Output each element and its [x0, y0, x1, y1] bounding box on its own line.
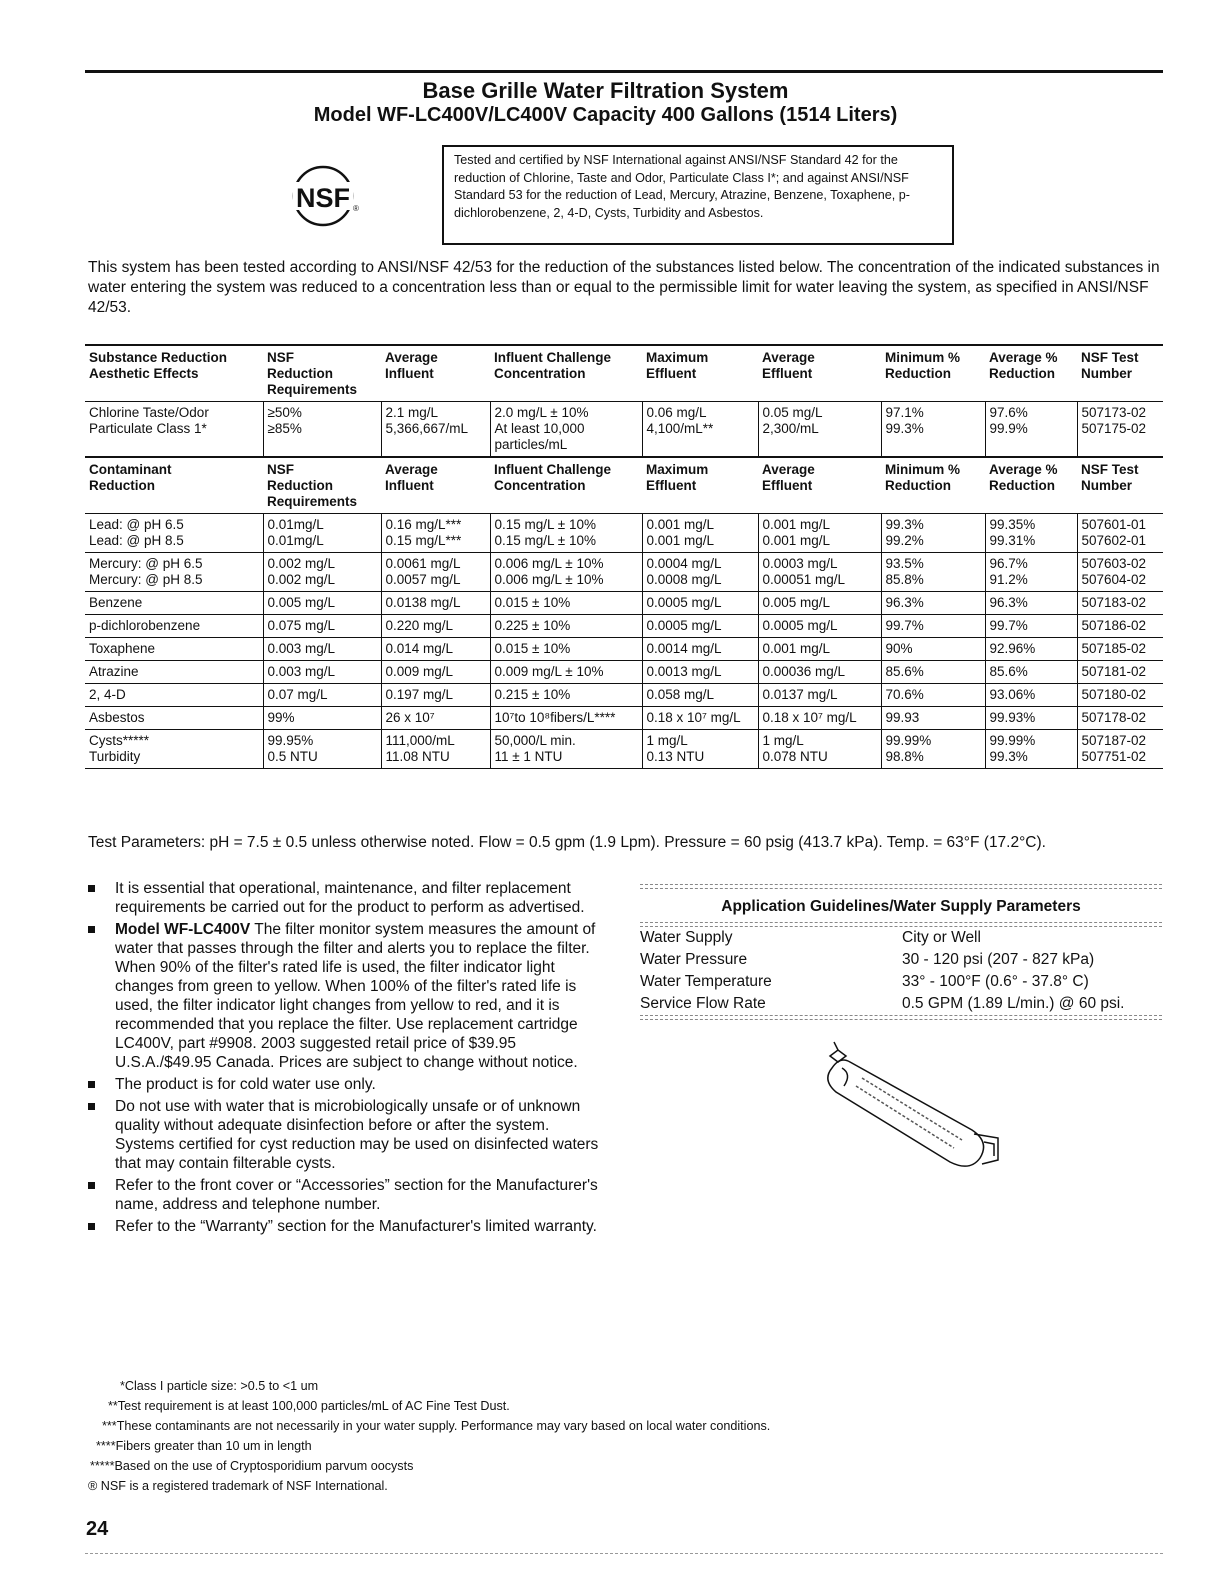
footnote: **Test requirement is at least 100,000 particles/mL of AC Fine Test Dust.: [108, 1399, 510, 1413]
table-cell: 96.7% 91.2%: [985, 553, 1077, 592]
bullet-square-icon: [88, 1103, 95, 1110]
table-cell: p-dichlorobenzene: [85, 615, 263, 638]
table-cell: 507187-02 507751-02: [1077, 730, 1163, 769]
list-item: [88, 1075, 608, 1094]
table-cell: 85.6%: [985, 661, 1077, 684]
table-cell: 0.002 mg/L 0.002 mg/L: [263, 553, 381, 592]
table-cell: 0.0138 mg/L: [381, 592, 490, 615]
page-number: 24: [86, 1518, 109, 1540]
list-item: [88, 1097, 608, 1173]
table-cell: NSF Reduction Requirements: [263, 457, 381, 514]
nsf-logo-text: NSF: [296, 183, 350, 213]
table-cell: 0.005 mg/L: [758, 592, 881, 615]
footnote: ****Fibers greater than 10 um in length: [96, 1439, 312, 1453]
guideline-row: [640, 971, 1162, 993]
table-cell: 99.99% 98.8%: [881, 730, 985, 769]
table-cell: NSF Test Number: [1077, 457, 1163, 514]
table-cell: 0.05 mg/L 2,300/mL: [758, 402, 881, 458]
guideline-value: 30 - 120 psi (207 - 827 kPa): [902, 951, 1095, 968]
guideline-row: [640, 993, 1162, 1015]
table-cell: 96.3%: [985, 592, 1077, 615]
table-cell: 10⁷to 10⁸fibers/L****: [490, 707, 642, 730]
table-cell: 0.15 mg/L ± 10% 0.15 mg/L ± 10%: [490, 514, 642, 553]
test-parameters: Test Parameters: pH = 7.5 ± 0.5 unless otherwise noted. Flow = 0.5 gpm (1.9 Lpm). Pressure = 60 psig (413.7 kPa). Temp. = 63°F (17.2°C).: [88, 834, 1046, 851]
table-cell: 0.16 mg/L*** 0.15 mg/L***: [381, 514, 490, 553]
table-cell: 0.0137 mg/L: [758, 684, 881, 707]
table-cell: 99.7%: [985, 615, 1077, 638]
table-cell: Average Influent: [381, 345, 490, 402]
table-cell: 50,000/L min. 11 ± 1 NTU: [490, 730, 642, 769]
table-cell: Benzene: [85, 592, 263, 615]
table-cell: 1 mg/L 0.078 NTU: [758, 730, 881, 769]
guideline-value: 0.5 GPM (1.89 L/min.) @ 60 psi.: [902, 995, 1125, 1012]
bullet-bold-lead: Model WF-LC400V: [115, 921, 251, 938]
table-cell: Contaminant Reduction: [85, 457, 263, 514]
table-cell: 0.225 ± 10%: [490, 615, 642, 638]
table-cell: 507186-02: [1077, 615, 1163, 638]
table-cell: 0.07 mg/L: [263, 684, 381, 707]
bullet-text: Refer to the “Warranty” section for the Manufacturer's limited warranty.: [115, 1218, 597, 1235]
table-cell: Chlorine Taste/Odor Particulate Class 1*: [85, 402, 263, 458]
table-cell: Toxaphene: [85, 638, 263, 661]
table-cell: 0.003 mg/L: [263, 638, 381, 661]
table-cell: 99.99% 99.3%: [985, 730, 1077, 769]
table-cell: 99.35% 99.31%: [985, 514, 1077, 553]
table-cell: 0.058 mg/L: [642, 684, 758, 707]
footnote: *Class I particle size: >0.5 to <1 um: [120, 1379, 319, 1393]
bullet-text: The filter monitor system measures the amount of water that passes through the filter and alerts you to replace the filter. When 90% of the filter's rated life is used, the filter indicator light changes from green to yellow. When 100% of the filter's rated life is used, the filter indicator light changes from yellow to red, and it is recommended that you replace the filter. Use replacement cartridge LC400V, part #9908. 2003 suggested retail price of $39.95 U.S.A./$49.95 Canada. Prices are subject to change without notice.: [115, 921, 596, 1071]
table-cell: 0.0005 mg/L: [642, 615, 758, 638]
table-cell: 507178-02: [1077, 707, 1163, 730]
table-cell: 97.6% 99.9%: [985, 402, 1077, 458]
table-cell: 99.93%: [985, 707, 1077, 730]
table-cell: Mercury: @ pH 6.5 Mercury: @ pH 8.5: [85, 553, 263, 592]
table-cell: 0.01mg/L 0.01mg/L: [263, 514, 381, 553]
table-cell: 92.96%: [985, 638, 1077, 661]
guideline-label: Water Supply: [640, 929, 733, 946]
footnotes: [88, 1376, 1088, 1496]
application-guidelines-title: Application Guidelines/Water Supply Parameters: [721, 898, 1081, 915]
top-rule: [85, 70, 1163, 73]
table-cell: 0.00036 mg/L: [758, 661, 881, 684]
guideline-label: Water Temperature: [640, 973, 772, 990]
table-cell: Lead: @ pH 6.5 Lead: @ pH 8.5: [85, 514, 263, 553]
table-row: [85, 553, 1163, 592]
table-cell: Influent Challenge Concentration: [490, 457, 642, 514]
guideline-label: Service Flow Rate: [640, 995, 766, 1012]
table-row: [85, 514, 1163, 553]
table-cell: Average % Reduction: [985, 345, 1077, 402]
guideline-value: City or Well: [902, 929, 981, 946]
table-cell: ≥50% ≥85%: [263, 402, 381, 458]
page-title: Base Grille Water Filtration System: [422, 78, 789, 103]
table-cell: 0.0061 mg/L 0.0057 mg/L: [381, 553, 490, 592]
list-item: [88, 1176, 608, 1214]
bottom-rule: [85, 1553, 1163, 1556]
table-cell: 97.1% 99.3%: [881, 402, 985, 458]
table-cell: Influent Challenge Concentration: [490, 345, 642, 402]
guideline-row: [640, 927, 1162, 949]
table-cell: 99%: [263, 707, 381, 730]
table-cell: 0.075 mg/L: [263, 615, 381, 638]
table-cell: 507173-02 507175-02: [1077, 402, 1163, 458]
dashed-rule: [640, 884, 1162, 889]
table-cell: Average % Reduction: [985, 457, 1077, 514]
table-cell: Asbestos: [85, 707, 263, 730]
table-cell: 0.009 mg/L ± 10%: [490, 661, 642, 684]
table-cell: Average Effluent: [758, 457, 881, 514]
footnote: *****Based on the use of Cryptosporidium parvum oocysts: [90, 1459, 414, 1473]
table-cell: 0.003 mg/L: [263, 661, 381, 684]
filter-cartridge-icon: [822, 1030, 1022, 1170]
guideline-value: 33° - 100°F (0.6° - 37.8° C): [902, 973, 1089, 990]
table-cell: Atrazine: [85, 661, 263, 684]
bullet-square-icon: [88, 1182, 95, 1189]
table-row: [85, 661, 1163, 684]
guideline-label: Water Pressure: [640, 951, 748, 968]
table-cell: 0.001 mg/L 0.001 mg/L: [642, 514, 758, 553]
table-cell: Average Effluent: [758, 345, 881, 402]
guideline-row: [640, 949, 1162, 971]
nsf-logo-icon: [283, 165, 367, 227]
table-cell: 99.3% 99.2%: [881, 514, 985, 553]
table-cell: 2.1 mg/L 5,366,667/mL: [381, 402, 490, 458]
bullet-text: Refer to the front cover or “Accessories” section for the Manufacturer's name, address and telephone number.: [115, 1177, 598, 1213]
table-cell: 0.006 mg/L ± 10% 0.006 mg/L ± 10%: [490, 553, 642, 592]
page-subtitle: Model WF-LC400V/LC400V Capacity 400 Gallons (1514 Liters): [313, 104, 898, 126]
table-row: [85, 707, 1163, 730]
table-cell: 1 mg/L 0.13 NTU: [642, 730, 758, 769]
list-item: [88, 1217, 608, 1236]
table-cell: 0.005 mg/L: [263, 592, 381, 615]
table-cell: 0.009 mg/L: [381, 661, 490, 684]
table-cell: 507183-02: [1077, 592, 1163, 615]
table-cell: Maximum Effluent: [642, 457, 758, 514]
table-cell: 0.015 ± 10%: [490, 638, 642, 661]
table-cell: 111,000/mL 11.08 NTU: [381, 730, 490, 769]
certification-box: Tested and certified by NSF International against ANSI/NSF Standard 42 for the reduction of Chlorine, Taste and Odor, Particulate Class I*; and against ANSI/NSF Standard 53 for the reduction of Lead, Mercury, Atrazine, Benzene, Toxaphene, p-dichlorobenzene, 2, 4-D, Cysts, Turbidity and Asbestos.: [442, 145, 954, 245]
table-cell: 99.7%: [881, 615, 985, 638]
bullet-square-icon: [88, 1223, 95, 1230]
table-cell: 99.93: [881, 707, 985, 730]
table-cell: 0.18 x 10⁷ mg/L: [758, 707, 881, 730]
table-cell: 0.014 mg/L: [381, 638, 490, 661]
registered-mark: ®: [353, 204, 359, 213]
reduction-table: [85, 344, 1163, 769]
intro-paragraph: This system has been tested according to ANSI/NSF 42/53 for the reduction of the substances listed below. The concentration of the indicated substances in water entering the system was reduced to a concentration less than or equal to the permissible limit for water leaving the system, as specified in ANSI/NSF 42/53.: [88, 259, 1160, 316]
bullet-square-icon: [88, 926, 95, 933]
bullet-text: The product is for cold water use only.: [115, 1076, 376, 1093]
table-cell: Average Influent: [381, 457, 490, 514]
table-header-row: [85, 457, 1163, 514]
table-cell: 0.0005 mg/L: [642, 592, 758, 615]
table-row: [85, 638, 1163, 661]
table-cell: 85.6%: [881, 661, 985, 684]
table-header-row: [85, 345, 1163, 402]
table-cell: 0.18 x 10⁷ mg/L: [642, 707, 758, 730]
table-cell: 0.001 mg/L: [758, 638, 881, 661]
table-cell: 507181-02: [1077, 661, 1163, 684]
table-cell: 0.001 mg/L 0.001 mg/L: [758, 514, 881, 553]
table-row: [85, 615, 1163, 638]
bullet-text: It is essential that operational, maintenance, and filter replacement requirements be carried out for the product to perform as advertised.: [115, 880, 585, 916]
table-cell: 26 x 10⁷: [381, 707, 490, 730]
table-cell: 0.197 mg/L: [381, 684, 490, 707]
table-cell: NSF Test Number: [1077, 345, 1163, 402]
table-cell: 507603-02 507604-02: [1077, 553, 1163, 592]
table-cell: Cysts***** Turbidity: [85, 730, 263, 769]
table-cell: 0.0014 mg/L: [642, 638, 758, 661]
table-cell: 2, 4-D: [85, 684, 263, 707]
bullet-square-icon: [88, 1081, 95, 1088]
table-cell: 2.0 mg/L ± 10% At least 10,000 particles/mL: [490, 402, 642, 458]
table-cell: 0.220 mg/L: [381, 615, 490, 638]
table-row: [85, 730, 1163, 769]
table-cell: 0.215 ± 10%: [490, 684, 642, 707]
table-cell: Minimum % Reduction: [881, 457, 985, 514]
dashed-rule: [640, 1015, 1162, 1020]
table-cell: 99.95% 0.5 NTU: [263, 730, 381, 769]
table-cell: 0.0005 mg/L: [758, 615, 881, 638]
table-row: [85, 592, 1163, 615]
table-cell: 0.0013 mg/L: [642, 661, 758, 684]
table-cell: 90%: [881, 638, 985, 661]
table-row: [85, 684, 1163, 707]
table-cell: 70.6%: [881, 684, 985, 707]
table-cell: 507601-01 507602-01: [1077, 514, 1163, 553]
table-cell: NSF Reduction Requirements: [263, 345, 381, 402]
table-cell: Maximum Effluent: [642, 345, 758, 402]
table-cell: Substance Reduction Aesthetic Effects: [85, 345, 263, 402]
table-cell: 93.06%: [985, 684, 1077, 707]
bullet-square-icon: [88, 885, 95, 892]
table-cell: Minimum % Reduction: [881, 345, 985, 402]
application-guidelines: [640, 884, 1162, 1020]
table-cell: 0.0004 mg/L 0.0008 mg/L: [642, 553, 758, 592]
list-item: [88, 879, 608, 917]
table-cell: 507185-02: [1077, 638, 1163, 661]
table-cell: 93.5% 85.8%: [881, 553, 985, 592]
bullet-list: [88, 879, 608, 1239]
table-row: [85, 402, 1163, 458]
footnote: ® NSF is a registered trademark of NSF International.: [88, 1479, 388, 1493]
table-cell: 507180-02: [1077, 684, 1163, 707]
table-cell: 0.0003 mg/L 0.00051 mg/L: [758, 553, 881, 592]
table-cell: 0.06 mg/L 4,100/mL**: [642, 402, 758, 458]
bullet-text: Do not use with water that is microbiologically unsafe or of unknown quality without adequate disinfection before or after the system. Systems certified for cyst reduction may be used on disinfected waters that may contain filterable cysts.: [115, 1098, 599, 1172]
footnote: ***These contaminants are not necessarily in your water supply. Performance may vary based on local water conditions.: [102, 1419, 771, 1433]
table-cell: 96.3%: [881, 592, 985, 615]
table-cell: 0.015 ± 10%: [490, 592, 642, 615]
list-item: [88, 920, 608, 1072]
